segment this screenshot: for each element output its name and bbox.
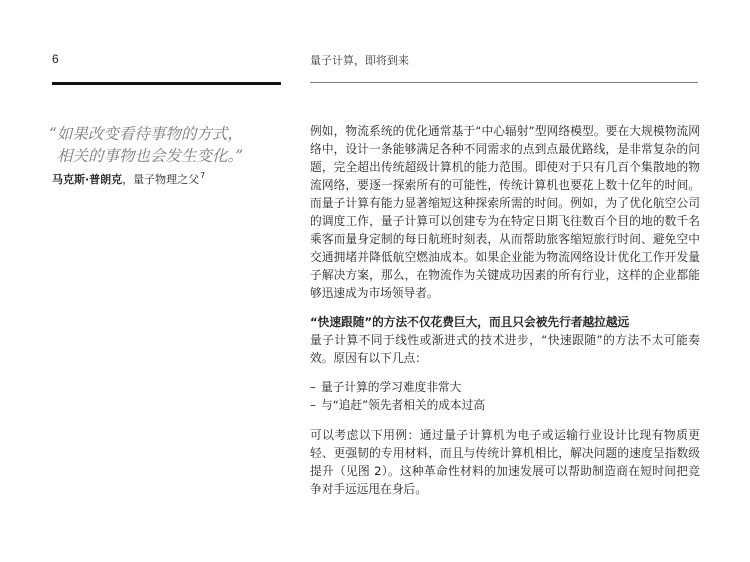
- bullet-dash: –: [310, 380, 316, 394]
- quote-author-role: ，量子物理之父: [122, 173, 200, 186]
- header-rule-left: [52, 82, 281, 85]
- body-paragraph-3: 可以考虑以下用例：通过量子计算机为电子或运输行业设计比现有物质更轻、更强韧的专用材料，而且与传统计算机相比，解决问题的速度呈指数级提升（见图 2）。这种革命性材料的加速发展可以帮助制造商在短时间把竞争对手远远甩在身后。: [310, 428, 700, 496]
- quote-author: 马克斯·普朗克: [52, 173, 123, 186]
- body-text: [310, 122, 700, 498]
- bullet-dash: –: [310, 398, 316, 412]
- body-paragraph-1: 例如，物流系统的优化通常基于“中心辐射”型网络模型。要在大规模物流网络中，设计一条能够满足各种不同需求的点到点最优路线，是非常复杂的问题，完全超出传统超级计算机的能力范围。即使对于只有几百个集散地的物流网络，要逐一探索所有的可能性，传统计算机也要花上数十亿年的时间。而量子计算有能力显著缩短这种探索所需的时间。例如，为了优化航空公司的调度工作，量子计算可以创建专为在特定日期飞往数百个目的地的数千名乘客而量身定制的每日航班时刻表，从而帮助旅客缩短旅行时间、避免空中交通拥堵并降低航空燃油成本。如果企业能为物流网络设计优化工作开发量子解决方案，那么，在物流作为关键成功因素的所有行业，这样的企业都能够迅速成为市场领导者。: [310, 124, 700, 300]
- header-rule-right: [310, 82, 698, 83]
- quote-attribution: [52, 171, 205, 187]
- body-paragraph-2: 量子计算不同于线性或渐进式的技术进步，“快速跟随”的方法不太可能奏效。原因有以下几点：: [310, 333, 700, 365]
- pull-quote-line-2: 相关的事物也会发生变化。”: [57, 147, 244, 165]
- running-header-title: 量子计算，即将到来: [310, 54, 409, 67]
- bullet-item-text: 量子计算的学习难度非常大: [321, 380, 462, 394]
- bullet-list: [310, 378, 700, 414]
- bullet-item: [310, 396, 700, 414]
- pull-quote-line-1: “如果改变看待事物的方式，: [49, 125, 243, 143]
- bullet-item: [310, 378, 700, 396]
- page-number: 6: [52, 52, 59, 66]
- footnote-marker: 7: [200, 171, 205, 180]
- section-subheading: “快速跟随”的方法不仅花费巨大，而且只会被先行者越拉越远: [310, 315, 630, 329]
- bullet-item-text: 与“追赶”领先者相关的成本过高: [321, 398, 486, 412]
- pull-quote: [49, 123, 289, 167]
